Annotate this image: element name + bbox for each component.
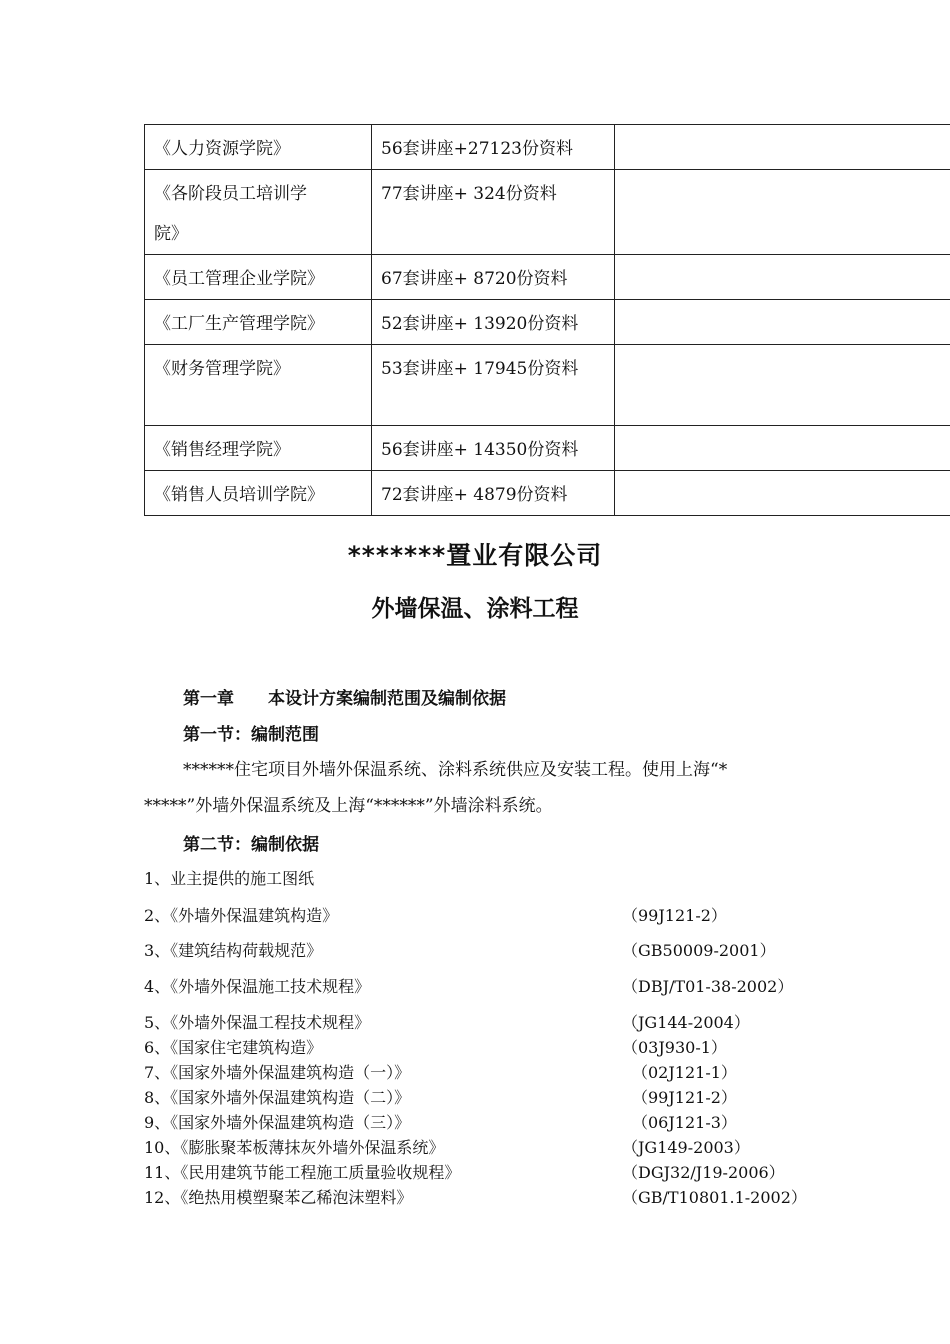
section-heading-scope: 第一节：编制范围 [183, 725, 319, 745]
table-cell-note [615, 300, 950, 345]
basis-item: 7、《国家外墙外保温建筑构造（一）》 [144, 1063, 411, 1082]
table-cell-note [615, 125, 950, 170]
basis-item: 10、《膨胀聚苯板薄抹灰外墙外保温系统》 [144, 1138, 445, 1157]
table-cell-content: 56套讲座+27123份资料 [372, 125, 615, 170]
basis-code: （06J121-3） [632, 1113, 737, 1132]
resource-table [144, 124, 950, 516]
table-cell-content: 52套讲座+ 13920份资料 [372, 300, 615, 345]
basis-code: （03J930-1） [622, 1038, 727, 1057]
table-row [145, 471, 950, 516]
basis-code: （GB/T10801.1-2002） [622, 1188, 807, 1207]
basis-item: 1、业主提供的施工图纸 [144, 869, 315, 888]
table-cell-content: 67套讲座+ 8720份资料 [372, 255, 615, 300]
section-heading-basis: 第二节：编制依据 [183, 835, 319, 855]
chapter-heading: 第一章 本设计方案编制范围及编制依据 [183, 689, 506, 709]
table-row [145, 426, 950, 471]
table-cell-name: 《销售人员培训学院》 [145, 471, 372, 516]
table-cell-name: 《人力资源学院》 [145, 125, 372, 170]
table-cell-name: 《员工管理企业学院》 [145, 255, 372, 300]
basis-item: 4、《外墙外保温施工技术规程》 [144, 977, 371, 996]
table-cell-name: 《各阶段员工培训学院》 [145, 170, 372, 255]
table-cell-name: 《财务管理学院》 [145, 345, 372, 426]
table-cell-note [615, 170, 950, 255]
table-cell-content: 53套讲座+ 17945份资料 [372, 345, 615, 426]
basis-code: （DBJ/T01-38-2002） [622, 977, 794, 996]
scope-paragraph-line2: *****”外墙外保温系统及上海“******”外墙涂料系统。 [144, 796, 553, 816]
basis-code: （DGJ32/J19-2006） [622, 1163, 785, 1182]
table-cell-note [615, 426, 950, 471]
basis-code: （JG149-2003） [622, 1138, 750, 1157]
basis-item: 8、《国家外墙外保温建筑构造（二）》 [144, 1088, 411, 1107]
table-cell-note [615, 255, 950, 300]
table-row [145, 345, 950, 426]
basis-item: 6、《国家住宅建筑构造》 [144, 1038, 323, 1057]
table-cell-note [615, 345, 950, 426]
basis-code: （99J121-2） [622, 906, 727, 925]
table-cell-name: 《工厂生产管理学院》 [145, 300, 372, 345]
basis-item: 5、《外墙外保温工程技术规程》 [144, 1013, 371, 1032]
scope-paragraph-line1: ******住宅项目外墙外保温系统、涂料系统供应及安装工程。使用上海“* [183, 760, 728, 780]
table-cell-content: 72套讲座+ 4879份资料 [372, 471, 615, 516]
table-row [145, 170, 950, 255]
table-row [145, 255, 950, 300]
table-row [145, 300, 950, 345]
basis-item: 2、《外墙外保温建筑构造》 [144, 906, 339, 925]
basis-code: （JG144-2004） [622, 1013, 750, 1032]
basis-item: 12、《绝热用模塑聚苯乙稀泡沫塑料》 [144, 1188, 413, 1207]
table-cell-content: 77套讲座+ 324份资料 [372, 170, 615, 255]
project-title: 外墙保温、涂料工程 [371, 596, 579, 622]
table-cell-content: 56套讲座+ 14350份资料 [372, 426, 615, 471]
basis-code: （GB50009-2001） [622, 941, 776, 960]
company-title: *******置业有限公司 [347, 541, 603, 570]
table-cell-name: 《销售经理学院》 [145, 426, 372, 471]
table-row [145, 125, 950, 170]
basis-item: 9、《国家外墙外保温建筑构造（三）》 [144, 1113, 411, 1132]
basis-code: （99J121-2） [632, 1088, 737, 1107]
basis-item: 11、《民用建筑节能工程施工质量验收规程》 [144, 1163, 461, 1182]
table-cell-note [615, 471, 950, 516]
basis-code: （02J121-1） [632, 1063, 737, 1082]
basis-item: 3、《建筑结构荷载规范》 [144, 941, 323, 960]
